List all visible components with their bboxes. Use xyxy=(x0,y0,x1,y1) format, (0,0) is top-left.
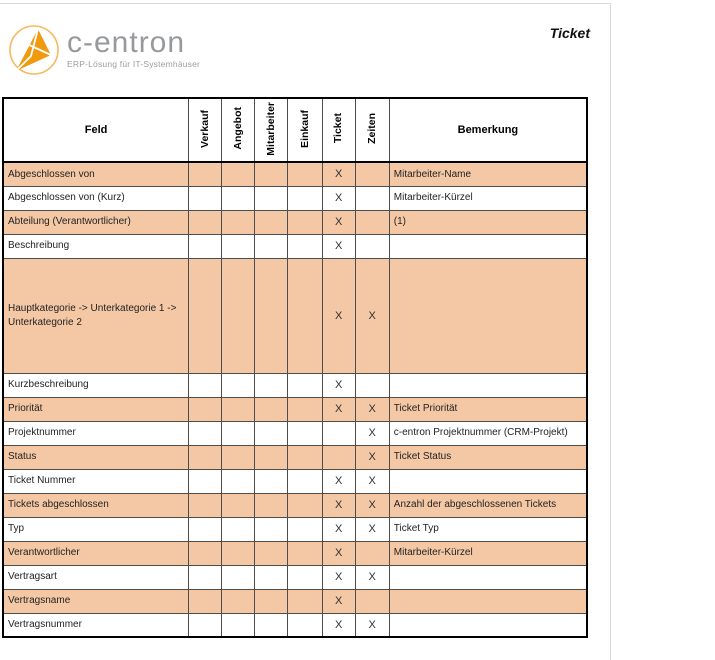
cell-ticket: X xyxy=(322,589,355,613)
cell-mitarbeiter xyxy=(255,589,288,613)
cell-mitarbeiter xyxy=(255,258,288,373)
cell-zeiten: X xyxy=(355,565,389,589)
cell-ticket xyxy=(322,421,355,445)
table-row xyxy=(3,421,587,445)
cell-zeiten xyxy=(355,210,389,234)
cell-einkauf xyxy=(288,186,322,210)
cell-einkauf xyxy=(288,541,322,565)
cell-einkauf xyxy=(288,445,322,469)
cell-verkauf xyxy=(189,565,222,589)
table-row xyxy=(3,162,587,186)
cell-verkauf xyxy=(189,421,222,445)
cell-bemerkung: Mitarbeiter-Kürzel xyxy=(389,186,587,210)
cell-angebot xyxy=(222,517,255,541)
col-header-label: Angebot xyxy=(232,107,245,150)
cell-einkauf xyxy=(288,469,322,493)
cell-angebot xyxy=(222,258,255,373)
cell-feld: Tickets abgeschlossen xyxy=(3,493,189,517)
cell-zeiten: X xyxy=(355,445,389,469)
cell-bemerkung xyxy=(389,258,587,373)
col-header-bemerkung: Bemerkung xyxy=(389,98,587,162)
cell-mitarbeiter xyxy=(255,421,288,445)
col-header-einkauf xyxy=(288,98,322,162)
cell-angebot xyxy=(222,565,255,589)
cell-verkauf xyxy=(189,397,222,421)
cell-einkauf xyxy=(288,517,322,541)
cell-feld: Vertragsart xyxy=(3,565,189,589)
cell-ticket: X xyxy=(322,186,355,210)
cell-verkauf xyxy=(189,469,222,493)
cell-feld: Kurzbeschreibung xyxy=(3,373,189,397)
cell-zeiten xyxy=(355,186,389,210)
cell-feld: Hauptkategorie -> Unterkategorie 1 -> Unterkategorie 2 xyxy=(3,258,189,373)
cell-angebot xyxy=(222,589,255,613)
cell-feld: Priorität xyxy=(3,397,189,421)
cell-ticket: X xyxy=(322,397,355,421)
cell-angebot xyxy=(222,373,255,397)
table-row xyxy=(3,469,587,493)
table-row xyxy=(3,234,587,258)
table-row xyxy=(3,589,587,613)
cell-bemerkung xyxy=(389,589,587,613)
cell-bemerkung: Mitarbeiter-Name xyxy=(389,162,587,186)
cell-feld: Vertragsname xyxy=(3,589,189,613)
cell-einkauf xyxy=(288,258,322,373)
cell-einkauf xyxy=(288,565,322,589)
cell-bemerkung: Anzahl der abgeschlossenen Tickets xyxy=(389,493,587,517)
cell-feld: Ticket Nummer xyxy=(3,469,189,493)
cell-feld: Abteilung (Verantwortlicher) xyxy=(3,210,189,234)
cell-verkauf xyxy=(189,210,222,234)
table-body xyxy=(3,162,587,637)
cell-angebot xyxy=(222,186,255,210)
cell-angebot xyxy=(222,469,255,493)
col-header-verkauf xyxy=(189,98,222,162)
cell-verkauf xyxy=(189,258,222,373)
cell-bemerkung xyxy=(389,613,587,637)
brand-tagline: ERP-Lösung für IT-Systemhäuser xyxy=(67,59,201,69)
table-row xyxy=(3,541,587,565)
cell-mitarbeiter xyxy=(255,397,288,421)
cell-mitarbeiter xyxy=(255,162,288,186)
cell-mitarbeiter xyxy=(255,493,288,517)
cell-bemerkung: Ticket Priorität xyxy=(389,397,587,421)
table-row xyxy=(3,373,587,397)
cell-verkauf xyxy=(189,162,222,186)
cell-feld: Abgeschlossen von xyxy=(3,162,189,186)
cell-einkauf xyxy=(288,613,322,637)
cell-mitarbeiter xyxy=(255,469,288,493)
cell-verkauf xyxy=(189,613,222,637)
cell-feld: Projektnummer xyxy=(3,421,189,445)
cell-verkauf xyxy=(189,186,222,210)
cell-ticket: X xyxy=(322,234,355,258)
table-header-row xyxy=(3,98,587,162)
cell-mitarbeiter xyxy=(255,517,288,541)
cell-einkauf xyxy=(288,210,322,234)
cell-einkauf xyxy=(288,589,322,613)
cell-bemerkung: c-entron Projektnummer (CRM-Projekt) xyxy=(389,421,587,445)
col-header-zeiten xyxy=(355,98,389,162)
cell-verkauf xyxy=(189,373,222,397)
cell-mitarbeiter xyxy=(255,541,288,565)
cell-feld: Status xyxy=(3,445,189,469)
page-top-border xyxy=(0,3,611,4)
cell-einkauf xyxy=(288,162,322,186)
table-row xyxy=(3,186,587,210)
cell-zeiten: X xyxy=(355,613,389,637)
cell-bemerkung xyxy=(389,469,587,493)
col-header-mitarbeiter xyxy=(255,98,288,162)
cell-mitarbeiter xyxy=(255,210,288,234)
cell-verkauf xyxy=(189,589,222,613)
col-header-label: Einkauf xyxy=(298,109,311,148)
cell-zeiten xyxy=(355,589,389,613)
cell-bemerkung: (1) xyxy=(389,210,587,234)
cell-ticket: X xyxy=(322,373,355,397)
cell-ticket xyxy=(322,445,355,469)
cell-ticket: X xyxy=(322,541,355,565)
cell-feld: Verantwortlicher xyxy=(3,541,189,565)
cell-angebot xyxy=(222,493,255,517)
cell-zeiten: X xyxy=(355,493,389,517)
cell-verkauf xyxy=(189,234,222,258)
cell-zeiten xyxy=(355,373,389,397)
page-title: Ticket xyxy=(549,25,590,41)
cell-bemerkung: Mitarbeiter-Kürzel xyxy=(389,541,587,565)
cell-angebot xyxy=(222,397,255,421)
cell-zeiten: X xyxy=(355,258,389,373)
cell-ticket: X xyxy=(322,210,355,234)
table-row xyxy=(3,493,587,517)
cell-einkauf xyxy=(288,234,322,258)
cell-verkauf xyxy=(189,445,222,469)
cell-ticket: X xyxy=(322,565,355,589)
table-row xyxy=(3,517,587,541)
cell-bemerkung: Ticket Typ xyxy=(389,517,587,541)
cell-feld: Typ xyxy=(3,517,189,541)
col-header-feld: Feld xyxy=(3,98,189,162)
col-header-angebot xyxy=(222,98,255,162)
cell-feld: Beschreibung xyxy=(3,234,189,258)
cell-zeiten: X xyxy=(355,469,389,493)
col-header-ticket xyxy=(322,98,355,162)
cell-ticket: X xyxy=(322,517,355,541)
cell-mitarbeiter xyxy=(255,373,288,397)
col-header-label: Zeiten xyxy=(365,113,378,144)
cell-verkauf xyxy=(189,541,222,565)
cell-ticket: X xyxy=(322,493,355,517)
cell-feld: Vertragsnummer xyxy=(3,613,189,637)
cell-mitarbeiter xyxy=(255,186,288,210)
cell-bemerkung xyxy=(389,565,587,589)
cell-einkauf xyxy=(288,397,322,421)
col-header-label: Ticket xyxy=(332,113,345,144)
cell-einkauf xyxy=(288,493,322,517)
cell-zeiten: X xyxy=(355,517,389,541)
cell-mitarbeiter xyxy=(255,565,288,589)
cell-einkauf xyxy=(288,373,322,397)
cell-mitarbeiter xyxy=(255,613,288,637)
cell-angebot xyxy=(222,162,255,186)
table-row xyxy=(3,210,587,234)
cell-angebot xyxy=(222,445,255,469)
cell-ticket: X xyxy=(322,613,355,637)
cell-zeiten xyxy=(355,162,389,186)
table-row xyxy=(3,258,587,373)
cell-einkauf xyxy=(288,421,322,445)
cell-zeiten: X xyxy=(355,397,389,421)
cell-mitarbeiter xyxy=(255,445,288,469)
cell-angebot xyxy=(222,541,255,565)
cell-zeiten: X xyxy=(355,421,389,445)
field-matrix-table xyxy=(2,97,588,638)
cell-verkauf xyxy=(189,517,222,541)
cell-verkauf xyxy=(189,493,222,517)
cell-ticket: X xyxy=(322,162,355,186)
cell-angebot xyxy=(222,210,255,234)
col-header-label: Mitarbeiter xyxy=(265,101,278,156)
brand-name: c-entron xyxy=(67,26,186,59)
page-right-border xyxy=(610,3,611,660)
cell-angebot xyxy=(222,234,255,258)
cell-feld: Abgeschlossen von (Kurz) xyxy=(3,186,189,210)
cell-zeiten xyxy=(355,234,389,258)
cell-ticket: X xyxy=(322,469,355,493)
table-row xyxy=(3,613,587,637)
cell-bemerkung xyxy=(389,234,587,258)
table-row xyxy=(3,397,587,421)
col-header-label: Verkauf xyxy=(198,109,211,148)
cell-bemerkung: Ticket Status xyxy=(389,445,587,469)
cell-zeiten xyxy=(355,541,389,565)
cell-mitarbeiter xyxy=(255,234,288,258)
cell-bemerkung xyxy=(389,373,587,397)
table-row xyxy=(3,565,587,589)
cell-angebot xyxy=(222,613,255,637)
cell-angebot xyxy=(222,421,255,445)
cell-ticket: X xyxy=(322,258,355,373)
table-row xyxy=(3,445,587,469)
